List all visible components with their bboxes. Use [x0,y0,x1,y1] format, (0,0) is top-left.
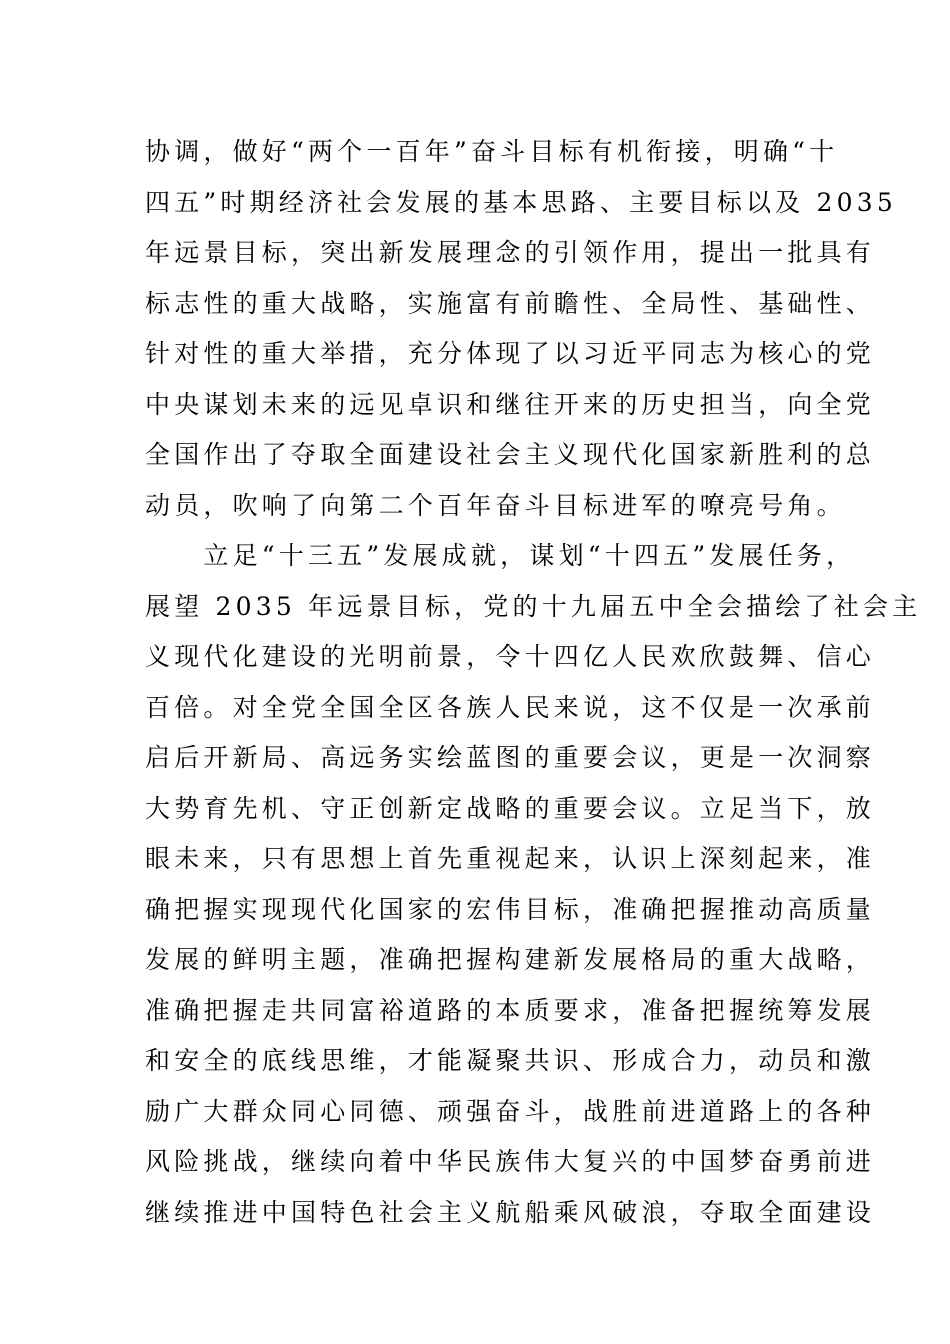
text-line: 动员，吹响了向第二个百年奋斗目标进军的嘹亮号角。 [145,490,846,520]
text-line: 发展的鲜明主题，准确把握构建新发展格局的重大战略， [145,945,876,974]
text-line: 针对性的重大举措，充分体现了以习近平同志为核心的党 [145,339,876,368]
text-line: 百倍。对全党全国全区各族人民来说，这不仅是一次承前 [145,692,876,722]
text-line: 四五”时期经济社会发展的基本思路、主要目标以及 2035 [145,187,897,217]
text-line: 协调，做好“两个一百年”奋斗目标有机衔接，明确“十 [145,137,839,166]
paragraph-start-line: 立足“十三五”发展成就，谋划“十四五”发展任务， [145,541,856,570]
text-line: 年远景目标，突出新发展理念的引领作用，提出一批具有 [145,238,876,267]
text-line: 大势育先机、守正创新定战略的重要会议。立足当下，放 [145,793,876,823]
text-line: 继续推进中国特色社会主义航船乘风破浪，夺取全面建设 [145,1197,876,1227]
body-text [145,127,922,1238]
text-line: 眼未来，只有思想上首先重视起来，认识上深刻起来，准 [145,844,876,873]
text-line: 和安全的底线思维，才能凝聚共识、形成合力，动员和激 [145,1046,876,1075]
text-line: 风险挑战，继续向着中华民族伟大复兴的中国梦奋勇前进 [145,1147,876,1176]
text-line: 中央谋划未来的远见卓识和继往开来的历史担当，向全党 [145,389,876,419]
text-line: 励广大群众同心同德、顽强奋斗，战胜前进道路上的各种 [145,1096,876,1126]
text-line: 义现代化建设的光明前景，令十四亿人民欢欣鼓舞、信心 [145,642,876,671]
text-line: 准确把握走共同富裕道路的本质要求，准备把握统筹发展 [145,995,876,1025]
text-line: 启后开新局、高远务实绘蓝图的重要会议，更是一次洞察 [145,743,876,772]
text-line: 确把握实现现代化国家的宏伟目标，准确把握推动高质量 [145,894,876,924]
text-line: 标志性的重大战略，实施富有前瞻性、全局性、基础性、 [145,288,876,318]
text-line: 全国作出了夺取全面建设社会主义现代化国家新胜利的总 [145,440,876,469]
text-line: 展望 2035 年远景目标，党的十九届五中全会描绘了社会主 [145,591,922,621]
